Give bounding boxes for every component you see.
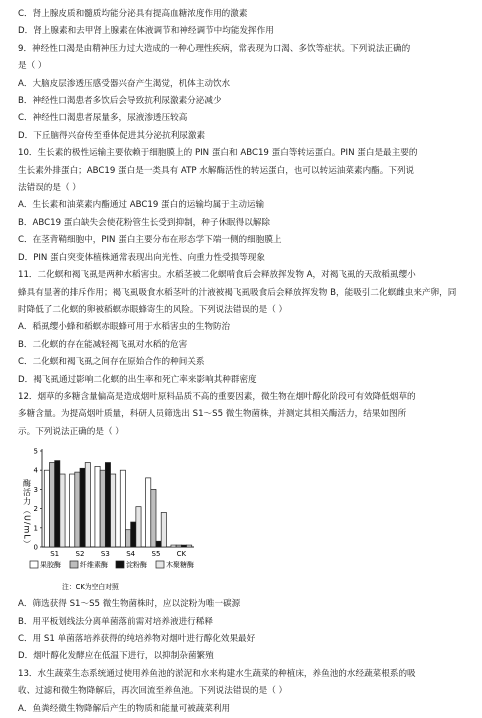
question-text-block: [18, 6, 466, 441]
y-tick-label: 2: [33, 505, 38, 514]
text-line: D．下丘脑得兴奋传至垂体促进其分泌抗利尿激素: [18, 130, 206, 141]
y-axis-label: 酶活力（U/mL）: [22, 479, 32, 549]
x-tick-label: S1: [50, 550, 60, 559]
text-line: C．二化螟和褐飞虱之间存在原始合作的种间关系: [18, 357, 205, 368]
y-tick-label: 4: [33, 466, 38, 475]
bar-果胶酶: [44, 470, 49, 547]
bar-果胶酶: [70, 474, 75, 547]
bar-果胶酶: [95, 467, 100, 548]
bar-木聚糖酶: [85, 463, 90, 547]
text-line: 9．神经性口渴是由精神压力过大造成的一种心理性疾病，常表现为口渴、多饮等症状。下列说法正确的: [18, 43, 411, 54]
y-tick-label: 1: [33, 524, 38, 533]
bar-木聚糖酶: [187, 545, 192, 547]
option-line: 收、过滤和微生物降解后，再次回流至养鱼池。下列说法错误的是（ ）: [18, 686, 288, 697]
text-line: 11．二化螟和褐飞虱是两种水稻害虫。水稻茎被二化螟啃食后会释放挥发物 A，对褐飞虱的天敌稻虱缨小: [18, 270, 416, 281]
option-line: B．用平板划线法分离单菌落前需对培养液进行稀释: [18, 616, 213, 627]
bar-淀粉酶: [80, 468, 85, 547]
chart-svg: [18, 443, 208, 594]
option-line: C．用 S1 单菌落培养获得的纯培养物对烟叶进行醇化效果最好: [18, 633, 256, 644]
option-line: A．鱼粪经微生物降解后产生的物质和能量可被蔬菜利用: [18, 703, 231, 714]
text-line: A．稻虱缨小蜂和稻螟赤眼蜂可用于水稻害虫的生物防治: [18, 322, 231, 333]
text-line: 示。下列说法正确的是（ ）: [18, 426, 124, 437]
bar-纤维素酶: [151, 490, 156, 548]
plot-area: [34, 448, 194, 559]
legend-swatch: [30, 561, 38, 568]
text-line: 生长素外排蛋白；ABC19 蛋白是一类具有 ATP 水解酶活性的转运蛋白，也可以转运油菜素内酯。下列说: [18, 165, 415, 176]
x-tick-label: S4: [126, 550, 136, 559]
legend-swatch: [116, 561, 124, 568]
option-line: D．烟叶醇化发酵应在低温下进行，以抑制杂菌繁殖: [18, 651, 214, 662]
bar-纤维素酶: [75, 472, 80, 547]
bar-淀粉酶: [181, 545, 186, 547]
text-line: 是（ ）: [18, 61, 47, 72]
bar-木聚糖酶: [111, 474, 116, 547]
x-tick-label: CK: [176, 550, 187, 559]
legend-swatch: [70, 561, 78, 568]
text-line: 多糖含量。为提高烟叶质量，科研人员筛选出 S1～S5 微生物菌株，并测定其相关酶活力，结果如图所: [18, 409, 407, 420]
legend-label: 木聚糖酶: [166, 561, 194, 570]
x-tick-label: S3: [100, 550, 110, 559]
x-tick-label: S2: [75, 550, 85, 559]
x-tick-label: S5: [151, 550, 161, 559]
bar-淀粉酶: [55, 461, 60, 547]
bar-淀粉酶: [156, 541, 161, 547]
bar-纤维素酶: [49, 463, 54, 547]
bar-纤维素酶: [125, 530, 130, 547]
legend-label: 纤维素酶: [80, 561, 108, 570]
bar-木聚糖酶: [136, 507, 141, 547]
text-line: 法错误的是（ ）: [18, 183, 81, 194]
text-line: B．二化螟的存在能减轻褐飞虱对水稻的危害: [18, 339, 188, 350]
text-line: C．肾上腺皮质和髓质均能分泌具有提高血糖浓度作用的激素: [18, 9, 248, 19]
bar-纤维素酶: [176, 545, 181, 547]
bar-木聚糖酶: [161, 513, 166, 548]
text-line: 时降低了二化螟的卵被稻螟赤眼蜂寄生的风险。下列说法错误的是（ ）: [18, 304, 288, 315]
bar-木聚糖酶: [60, 474, 65, 547]
text-line: D．PIN 蛋白突变体植株通常表现出向光性、向重力性受损等现象: [18, 252, 265, 263]
text-line: A．大脑皮层渗透压感受器兴奋产生渴觉，机体主动饮水: [18, 78, 231, 89]
bar-果胶酶: [171, 545, 176, 547]
y-tick-label: 5: [33, 447, 38, 456]
text-line: 12．烟草的多糖含量偏高是造成烟叶原料品质不高的重要因素，微生物在烟叶醇化阶段可有效降低烟草的: [18, 391, 416, 402]
text-line: C．神经性口渴患者尿量多，尿液渗透压较高: [18, 113, 188, 124]
legend-label: 淀粉酶: [126, 561, 147, 570]
text-line: D．肾上腺素和去甲肾上腺素在体液调节和神经调节中均能发挥作用: [18, 26, 274, 37]
legend-label: 果胶酶: [40, 561, 61, 570]
text-line: D．褐飞虱通过影响二化螟的出生率和死亡率来影响其种群密度: [18, 374, 257, 385]
bar-淀粉酶: [105, 463, 110, 547]
text-line: B．神经性口渴患者多饮后会导致抗利尿激素分泌减少: [18, 96, 222, 107]
text-line: 蜂具有显著的排斥作用；褐飞虱吸食水稻茎叶的汁液被褐飞虱吸食后会释放挥发物 B，能吸引二化螟雌虫来产卵，同: [18, 287, 457, 298]
option-line: 13．水生蔬菜生态系统通过使用养鱼池的淤泥和水来构建水生蔬菜的种植床，养鱼池的水经蔬菜根系的吸: [18, 668, 416, 679]
text-line: 10．生长素的极性运输主要依赖于细胞膜上的 PIN 蛋白和 ABC19 蛋白等转运蛋白。PIN 蛋白是最主要的: [18, 148, 418, 159]
text-line: A．生长素和油菜素内酯通过 ABC19 蛋白的运输均属于主动运输: [18, 200, 265, 211]
bar-果胶酶: [120, 470, 125, 547]
legend-swatch: [156, 561, 164, 568]
text-line: C．在茎背鞘细胞中，PIN 蛋白主要分布在形态学下端一侧的细胞膜上: [18, 235, 282, 246]
chart-note: 注：CK为空白对照: [62, 583, 119, 592]
bar-果胶酶: [146, 478, 151, 547]
options-text-block: [18, 596, 466, 718]
y-tick-label: 3: [33, 486, 38, 495]
enzyme-activity-chart: [18, 443, 466, 594]
text-line: B．ABC19 蛋白缺失会使花粉管生长受到抑制，种子休眠得以解除: [18, 217, 271, 228]
option-line: A．筛选获得 S1～S5 微生物菌株时，应以淀粉为唯一碳源: [18, 599, 241, 610]
chart-legend: [30, 560, 194, 569]
y-tick-label: 0: [33, 543, 38, 552]
bar-淀粉酶: [131, 522, 136, 547]
bar-纤维素酶: [100, 470, 105, 547]
